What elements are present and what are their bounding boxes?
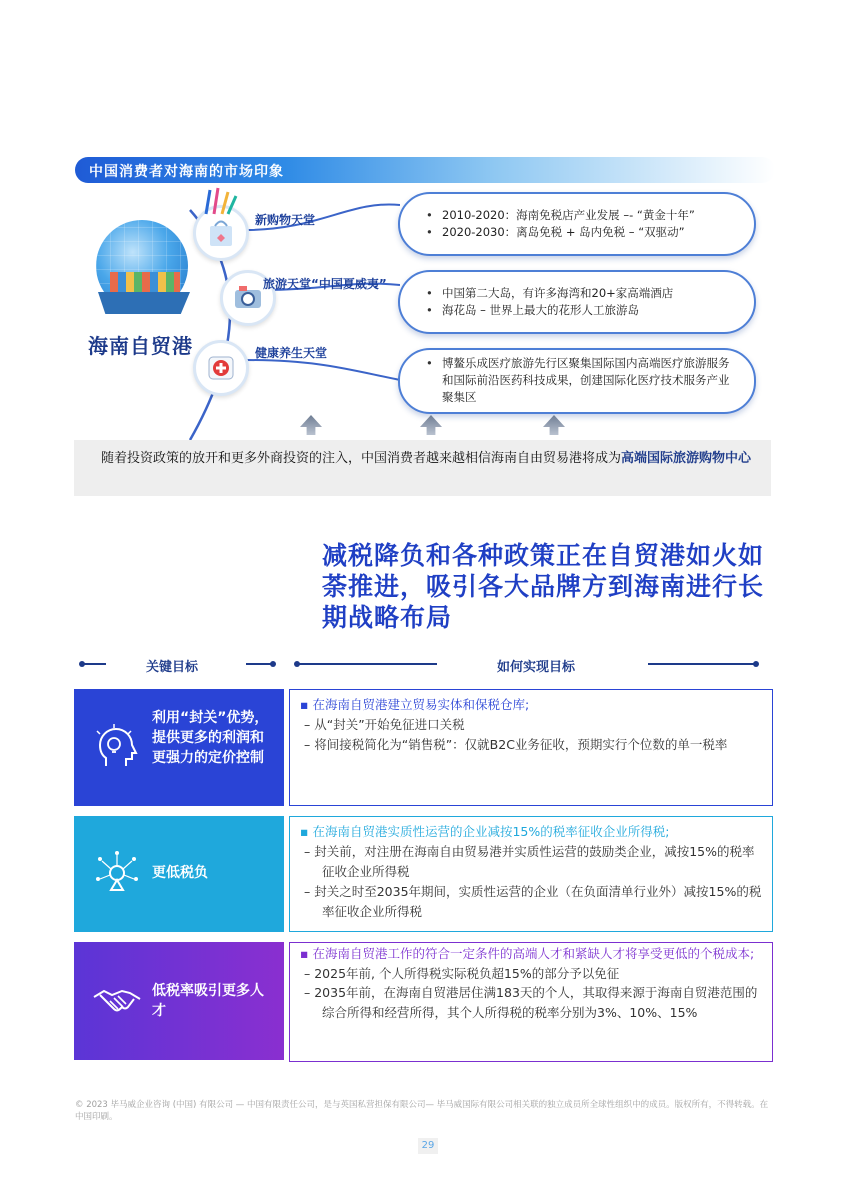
branch-detail-shopping: [398, 192, 756, 256]
column-header-how: 如何实现目标: [497, 660, 576, 675]
goal-box-pricing: [74, 689, 284, 806]
branch-detail-health: [398, 348, 756, 414]
detail-line: – 2035年前，在海南自贸港居住满183天的个人，其取得来源于海南自贸港范围的综合所得和经营所得，其个人所得税的税率分别为3%、10%、15%: [304, 985, 758, 1020]
divider-dot: [270, 661, 276, 667]
detail-line: – 将间接税简化为“销售税”：仅就B2C业务征收，预期实行个位数的单一税率: [304, 737, 728, 752]
goal-box-talent: [74, 942, 284, 1060]
divider-line: [82, 663, 106, 665]
goal-detail-talent: [289, 942, 773, 1062]
connector-arc: [150, 190, 400, 450]
detail-line: – 封关之时至2035年期间，实质性运营的企业（在负面清单行业外）减按15%的税率征收企业所得税: [304, 884, 762, 919]
copyright-footer: © 2023 毕马威企业咨询 (中国) 有限公司 — 中国有限责任公司，是与英国私营担保有限公司— 毕马威国际有限公司相关联的独立成员所全球性组织中的成员。版权所有，不得转载。在中国印刷。: [75, 1100, 769, 1122]
column-header-goals: 关键目标: [146, 660, 199, 675]
goal-title: 更低税负: [152, 865, 208, 881]
confetti-icon: [198, 186, 242, 216]
summary-text: [101, 449, 761, 469]
arrow-up-icon: [543, 415, 565, 435]
ship-icon: [98, 292, 190, 314]
headline: 减税降负和各种政策正在自贸港如火如荼推进，吸引各大品牌方到海南进行长期战略布局: [322, 541, 765, 632]
summary-body: 随着投资政策的放开和更多外商投资的注入，中国消费者越来越相信海南自由贸易港将成为: [101, 451, 622, 466]
detail-line: – 2025年前, 个人所得税实际税负超15%的部分予以免征: [304, 965, 620, 981]
summary-box: [74, 440, 771, 496]
detail-line: – 从“封关”开始免征进口关税: [304, 717, 465, 732]
section-title: 中国消费者对海南的市场印象: [89, 164, 284, 180]
bullet: • 博鳌乐成医疗旅游先行区聚集国际国内高端医疗旅游服务和国际前沿医药科技成果，创建国际化医疗技术服务产业聚集区: [442, 355, 734, 406]
branch-label-health: 健康养生天堂: [255, 346, 328, 360]
page-number: 29: [418, 1138, 438, 1154]
arrow-up-icon: [420, 415, 442, 435]
divider-dot: [753, 661, 759, 667]
bullet: • 中国第二大岛，有许多海湾和20+家高端酒店: [442, 285, 754, 302]
head-bulb-icon: [92, 722, 142, 772]
tax-network-icon: [92, 849, 142, 899]
bullet: • 2010-2020：海南免税店产业发展 –- “黄金十年”: [442, 207, 754, 224]
medical-kit-icon: [193, 340, 249, 396]
summary-highlight: 高端国际旅游购物中心: [621, 451, 752, 466]
divider-line: [246, 663, 272, 665]
hub-title: 海南自贸港: [88, 334, 193, 358]
branch-label-shopping: 新购物天堂: [255, 213, 316, 227]
detail-line: ▪ 在海南自贸港建立贸易实体和保税仓库;: [300, 697, 530, 712]
branch-label-travel: 旅游天堂“中国夏威夷”: [263, 277, 387, 291]
detail-line: – 封关前，对注册在海南自由贸易港并实质性运营的鼓励类企业，减按15%的税率征收企业所得税: [304, 844, 755, 879]
goal-title: 利用“封关”优势，提供更多的利润和更强力的定价控制: [152, 710, 269, 766]
goal-box-tax: [74, 816, 284, 932]
section-banner: [75, 157, 775, 183]
goal-detail-tax: [289, 816, 773, 932]
divider-line: [297, 663, 437, 665]
detail-line: ▪ 在海南自贸港工作的符合一定条件的高端人才和紧缺人才将享受更低的个税成本;: [300, 946, 755, 961]
detail-line: ▪ 在海南自贸港实质性运营的企业减按15%的税率征收企业所得税;: [300, 824, 670, 839]
bullet: • 2020-2030：离岛免税 + 岛内免税 – “双驱动”: [442, 224, 754, 241]
handshake-icon: [92, 977, 142, 1027]
divider-line: [648, 663, 756, 665]
bullet: • 海花岛 – 世界上最大的花形人工旅游岛: [442, 302, 754, 319]
goal-title: 低税率吸引更多人才: [152, 983, 264, 1019]
goal-detail-pricing: [289, 689, 773, 806]
cargo-containers-icon: [110, 272, 180, 294]
branch-detail-travel: [398, 270, 756, 334]
